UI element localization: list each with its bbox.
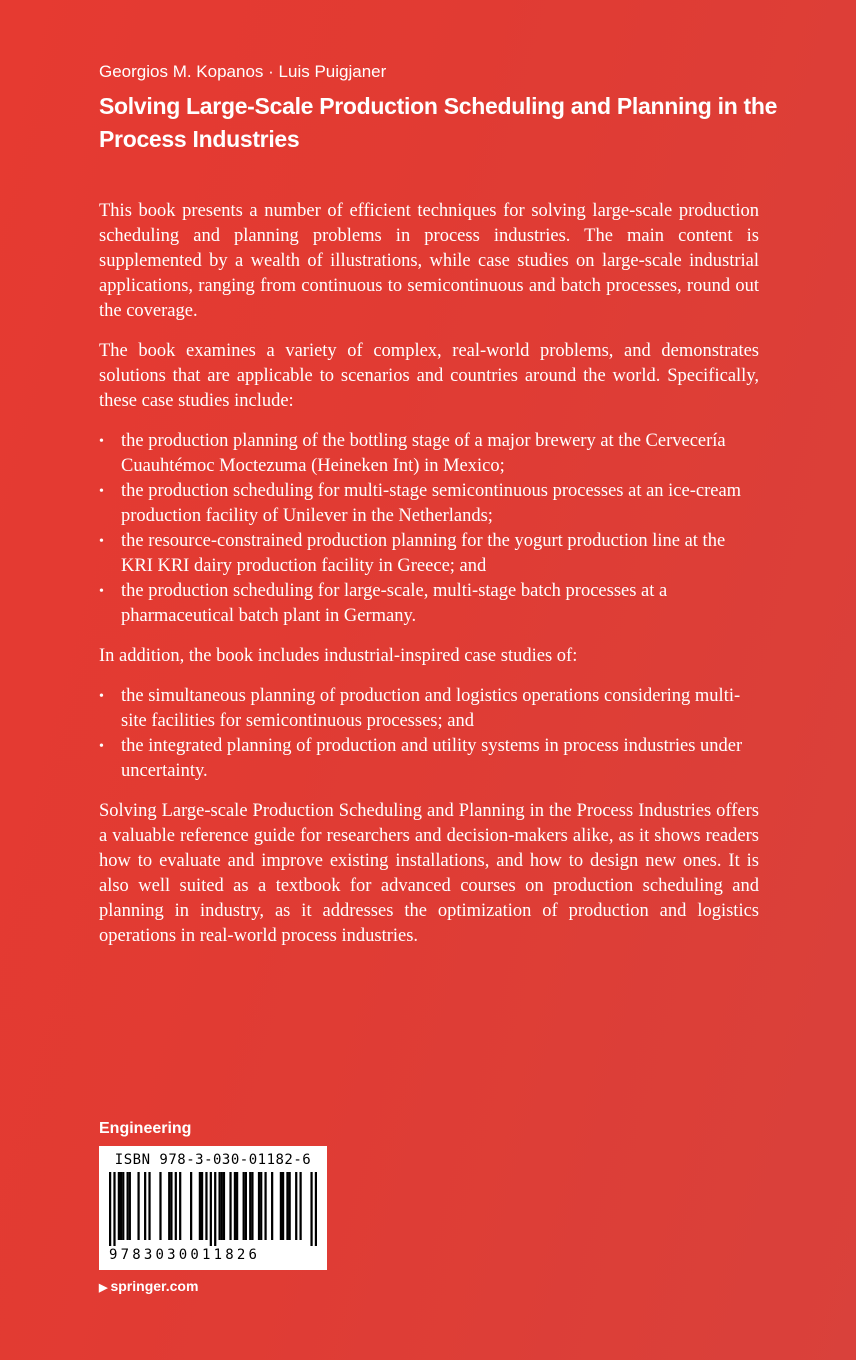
barcode-bar: [148, 1172, 150, 1240]
barcode-bar: [221, 1172, 223, 1240]
barcode-bar: [223, 1172, 225, 1240]
barcode-bar: [118, 1172, 120, 1240]
barcode-bar: [245, 1172, 247, 1240]
barcode-bar: [236, 1172, 238, 1240]
barcode-bar: [218, 1172, 220, 1240]
list-item: • the simultaneous planning of production and logistics operations considering multi-site facilities for semicontinuous processes; and: [99, 684, 759, 734]
barcode-bar: [137, 1172, 139, 1240]
barcode-bar: [113, 1172, 115, 1246]
barcode-bar: [295, 1172, 297, 1240]
barcode-bar: [199, 1172, 201, 1240]
list-item: • the integrated planning of production and utility systems in process industries under uncertainty.: [99, 734, 759, 784]
list-item: • the resource-constrained production planning for the yogurt production line at the KRI KRI dairy production facility in Greece; and: [99, 529, 759, 579]
isbn-label: ISBN 978-3-030-01182-6: [114, 1152, 312, 1168]
paragraph-problems: The book examines a variety of complex, real-world problems, and demonstrates solutions that are applicable to scenarios and countries around the world. Specifically, these case studies include:: [99, 341, 759, 411]
list-item: • the production scheduling for large-scale, multi-stage batch processes at a pharmaceutical batch plant in Germany.: [99, 579, 759, 629]
barcode-bar: [144, 1172, 146, 1240]
subject-category: Engineering: [99, 1120, 192, 1137]
authors: Georgios M. Kopanos · Luis Puigjaner: [99, 62, 387, 81]
barcode-bar: [315, 1172, 317, 1246]
barcode-bar: [201, 1172, 203, 1240]
barcode-bar: [175, 1172, 177, 1240]
barcode-bar: [179, 1172, 181, 1240]
barcode-bar: [234, 1172, 236, 1240]
barcode-bar: [286, 1172, 288, 1240]
barcode-bar: [264, 1172, 266, 1240]
barcode-digits: 9783030011826: [109, 1247, 261, 1263]
list-item: • the production scheduling for multi-stage semicontinuous processes at an ice-cream production facility of Unilever in the Netherlands;: [99, 479, 759, 529]
barcode-bar: [210, 1172, 212, 1246]
barcode-bar: [120, 1172, 122, 1240]
barcode-bar: [280, 1172, 282, 1240]
barcode-bar: [310, 1172, 312, 1246]
barcode-bar: [251, 1172, 253, 1240]
case-study-list: [99, 429, 759, 629]
barcode-bar: [170, 1172, 172, 1240]
barcode-bar: [159, 1172, 161, 1240]
barcode-bar: [122, 1172, 124, 1240]
barcode-bar: [190, 1172, 192, 1240]
barcode-bars: [109, 1172, 317, 1246]
barcode-bar: [129, 1172, 131, 1240]
list-item: • the production planning of the bottling stage of a major brewery at the Cervecería Cuauhtémoc Moctezuma (Heineken Int) in Mexico;: [99, 429, 759, 479]
inspired-study-list: [99, 684, 759, 784]
barcode-bar: [168, 1172, 170, 1240]
barcode-bar: [109, 1172, 111, 1246]
barcode-bar: [127, 1172, 129, 1240]
barcode-bar: [229, 1172, 231, 1240]
publisher-link[interactable]: [99, 1278, 198, 1294]
barcode-bar: [243, 1172, 245, 1240]
publisher-url: springer.com: [110, 1278, 199, 1294]
description: [99, 199, 759, 964]
barcode-bar: [214, 1172, 216, 1246]
isbn-barcode: [99, 1146, 327, 1270]
barcode-bar: [271, 1172, 273, 1240]
barcode-bar: [258, 1172, 260, 1240]
barcode-bar: [260, 1172, 262, 1240]
barcode-bar: [289, 1172, 291, 1240]
barcode-bar: [205, 1172, 207, 1240]
barcode-bar: [299, 1172, 301, 1240]
paragraph-intro: This book presents a number of efficient techniques for solving large-scale production scheduling and planning problems in process industries. The main content is supplemented by a wealth of illustrations, while case studies on large-scale industrial applications, ranging from continuous to semicontinuous and batch processes, round out the coverage.: [99, 201, 759, 321]
barcode-bar: [282, 1172, 284, 1240]
book-title: Solving Large-Scale Production Scheduling and Planning in the Process Industries: [99, 93, 778, 152]
barcode-bar: [249, 1172, 251, 1240]
paragraph-summary: Solving Large-scale Production Scheduling and Planning in the Process Industries offers a valuable reference guide for researchers and decision-makers alike, as it shows readers how to evaluate and improve existing installations, and how to design new ones. It is also well suited as a textbook for advanced courses on production scheduling and planning in industry, as it addresses the optimization of production and logistics operations in real-world process industries.: [99, 801, 759, 946]
triangle-arrow-icon: ▶: [99, 1282, 108, 1294]
paragraph-addition: In addition, the book includes industrial-inspired case studies of:: [99, 646, 578, 666]
